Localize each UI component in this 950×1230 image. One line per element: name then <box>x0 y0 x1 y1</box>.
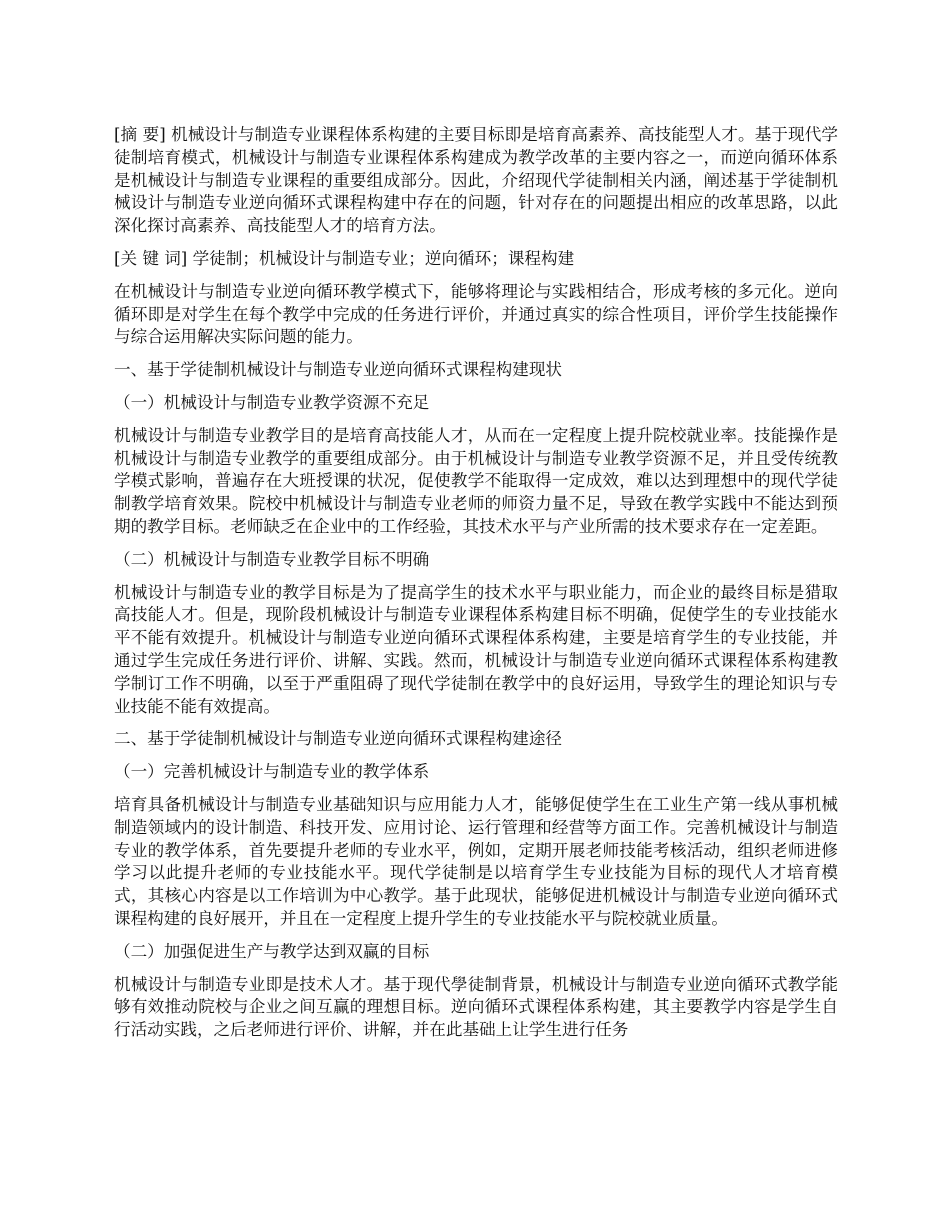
section-1-2-paragraph: 机械设计与制造专业的教学目标是为了提高学生的技术水平与职业能力，而企业的最终目标是猎取高技能人才。但是，现阶段机械设计与制造专业课程体系构建目标不明确，促使学生的专业技能水平不能有效提升。机械设计与制造专业逆向循环式课程体系构建，主要是培育学生的专业技能，并通过学生完成任务进行评价、讲解、实践。然而，机械设计与制造专业逆向循环式课程体系构建教学制订工作不明确，以至于严重阻碍了现代学徒制在教学中的良好运用，导致学生的理论知识与专业技能不能有效提高。 <box>114 582 838 716</box>
keywords-paragraph <box>114 248 838 271</box>
abstract-label: [摘 要] <box>114 125 166 144</box>
document-page <box>114 124 838 1052</box>
section-2-1-heading: （一）完善机械设计与制造专业的教学体系 <box>114 762 430 782</box>
abstract-text: 机械设计与制造专业课程体系构建的主要目标即是培育高素养、高技能型人才。基于现代学徒制培育模式，机械设计与制造专业课程体系构建成为教学改革的主要内容之一，而逆向循环体系是机械设计与制造专业课程的重要组成部分。因此，介绍现代学徒制相关内涵，阐述基于学徒制机械设计与制造专业逆向循环式课程构建中存在的问题，针对存在的问题提出相应的改革思路，以此深化探讨高素养、高技能型人才的培育方法。 <box>114 125 838 236</box>
intro-paragraph: 在机械设计与制造专业逆向循环教学模式下，能够将理论与实践相结合，形成考核的多元化。逆向循环即是对学生在每个教学中完成的任务进行评价，并通过真实的综合性项目，评价学生技能操作与综合运用解决实际问题的能力。 <box>114 281 838 347</box>
section-2-2-heading: （二）加强促进生产与教学达到双赢的目标 <box>114 941 430 961</box>
section-2-2-paragraph: 机械设计与制造专业即是技术人才。基于现代學徒制背景，机械设计与制造专业逆向循环式教学能够有效推动院校与企业之间互赢的理想目标。逆向循环式课程体系构建，其主要教学内容是学生自行活动实践，之后老师进行评价、讲解，并在此基础上让学生进行任务 <box>114 974 838 1040</box>
section-1-1-heading: （一）机械设计与制造专业教学资源不充足 <box>114 392 430 412</box>
abstract-paragraph <box>114 124 838 238</box>
section-1-1-paragraph: 机械设计与制造专业教学目的是培育高技能人才，从而在一定程度上提升院校就业率。技能操作是机械设计与制造专业教学的重要组成部分。由于机械设计与制造专业教学资源不足，并且受传统教学模式影响，普遍存在大班授课的状况，促使教学不能取得一定成效，难以达到理想中的现代学徒制教学培育效果。院校中机械设计与制造专业老师的师资力量不足，导致在教学实践中不能达到预期的教学目标。老师缺乏在企业中的工作经验，其技术水平与产业所需的技术要求存在一定差距。 <box>114 425 838 536</box>
section-1-2-heading: （二）机械设计与制造专业教学目标不明确 <box>114 549 430 569</box>
section-2-heading: 二、基于学徒制机械设计与制造专业逆向循环式课程构建途径 <box>114 729 563 749</box>
section-1-heading: 一、基于学徒制机械设计与制造专业逆向循环式课程构建现状 <box>114 360 563 380</box>
section-2-1-paragraph: 培育具备机械设计与制造专业基础知识与应用能力人才，能够促使学生在工业生产第一线从事机械制造领域内的设计制造、科技开发、应用讨论、运行管理和经营等方面工作。完善机械设计与制造专业的教学体系，首先要提升老师的专业水平，例如，定期开展老师技能考核活动，组织老师进修学习以此提升老师的专业技能水平。现代学徒制是以培育学生专业技能为目标的现代人才培育模式，其核心内容是以工作培训为中心教学。基于此现状，能够促进机械设计与制造专业逆向循环式课程构建的良好展开，并且在一定程度上提升学生的专业技能水平与院校就业质量。 <box>114 794 838 928</box>
keywords-text: 学徒制；机械设计与制造专业；逆向循环；课程构建 <box>192 248 575 268</box>
keywords-label: [关 键 词] <box>114 248 188 268</box>
